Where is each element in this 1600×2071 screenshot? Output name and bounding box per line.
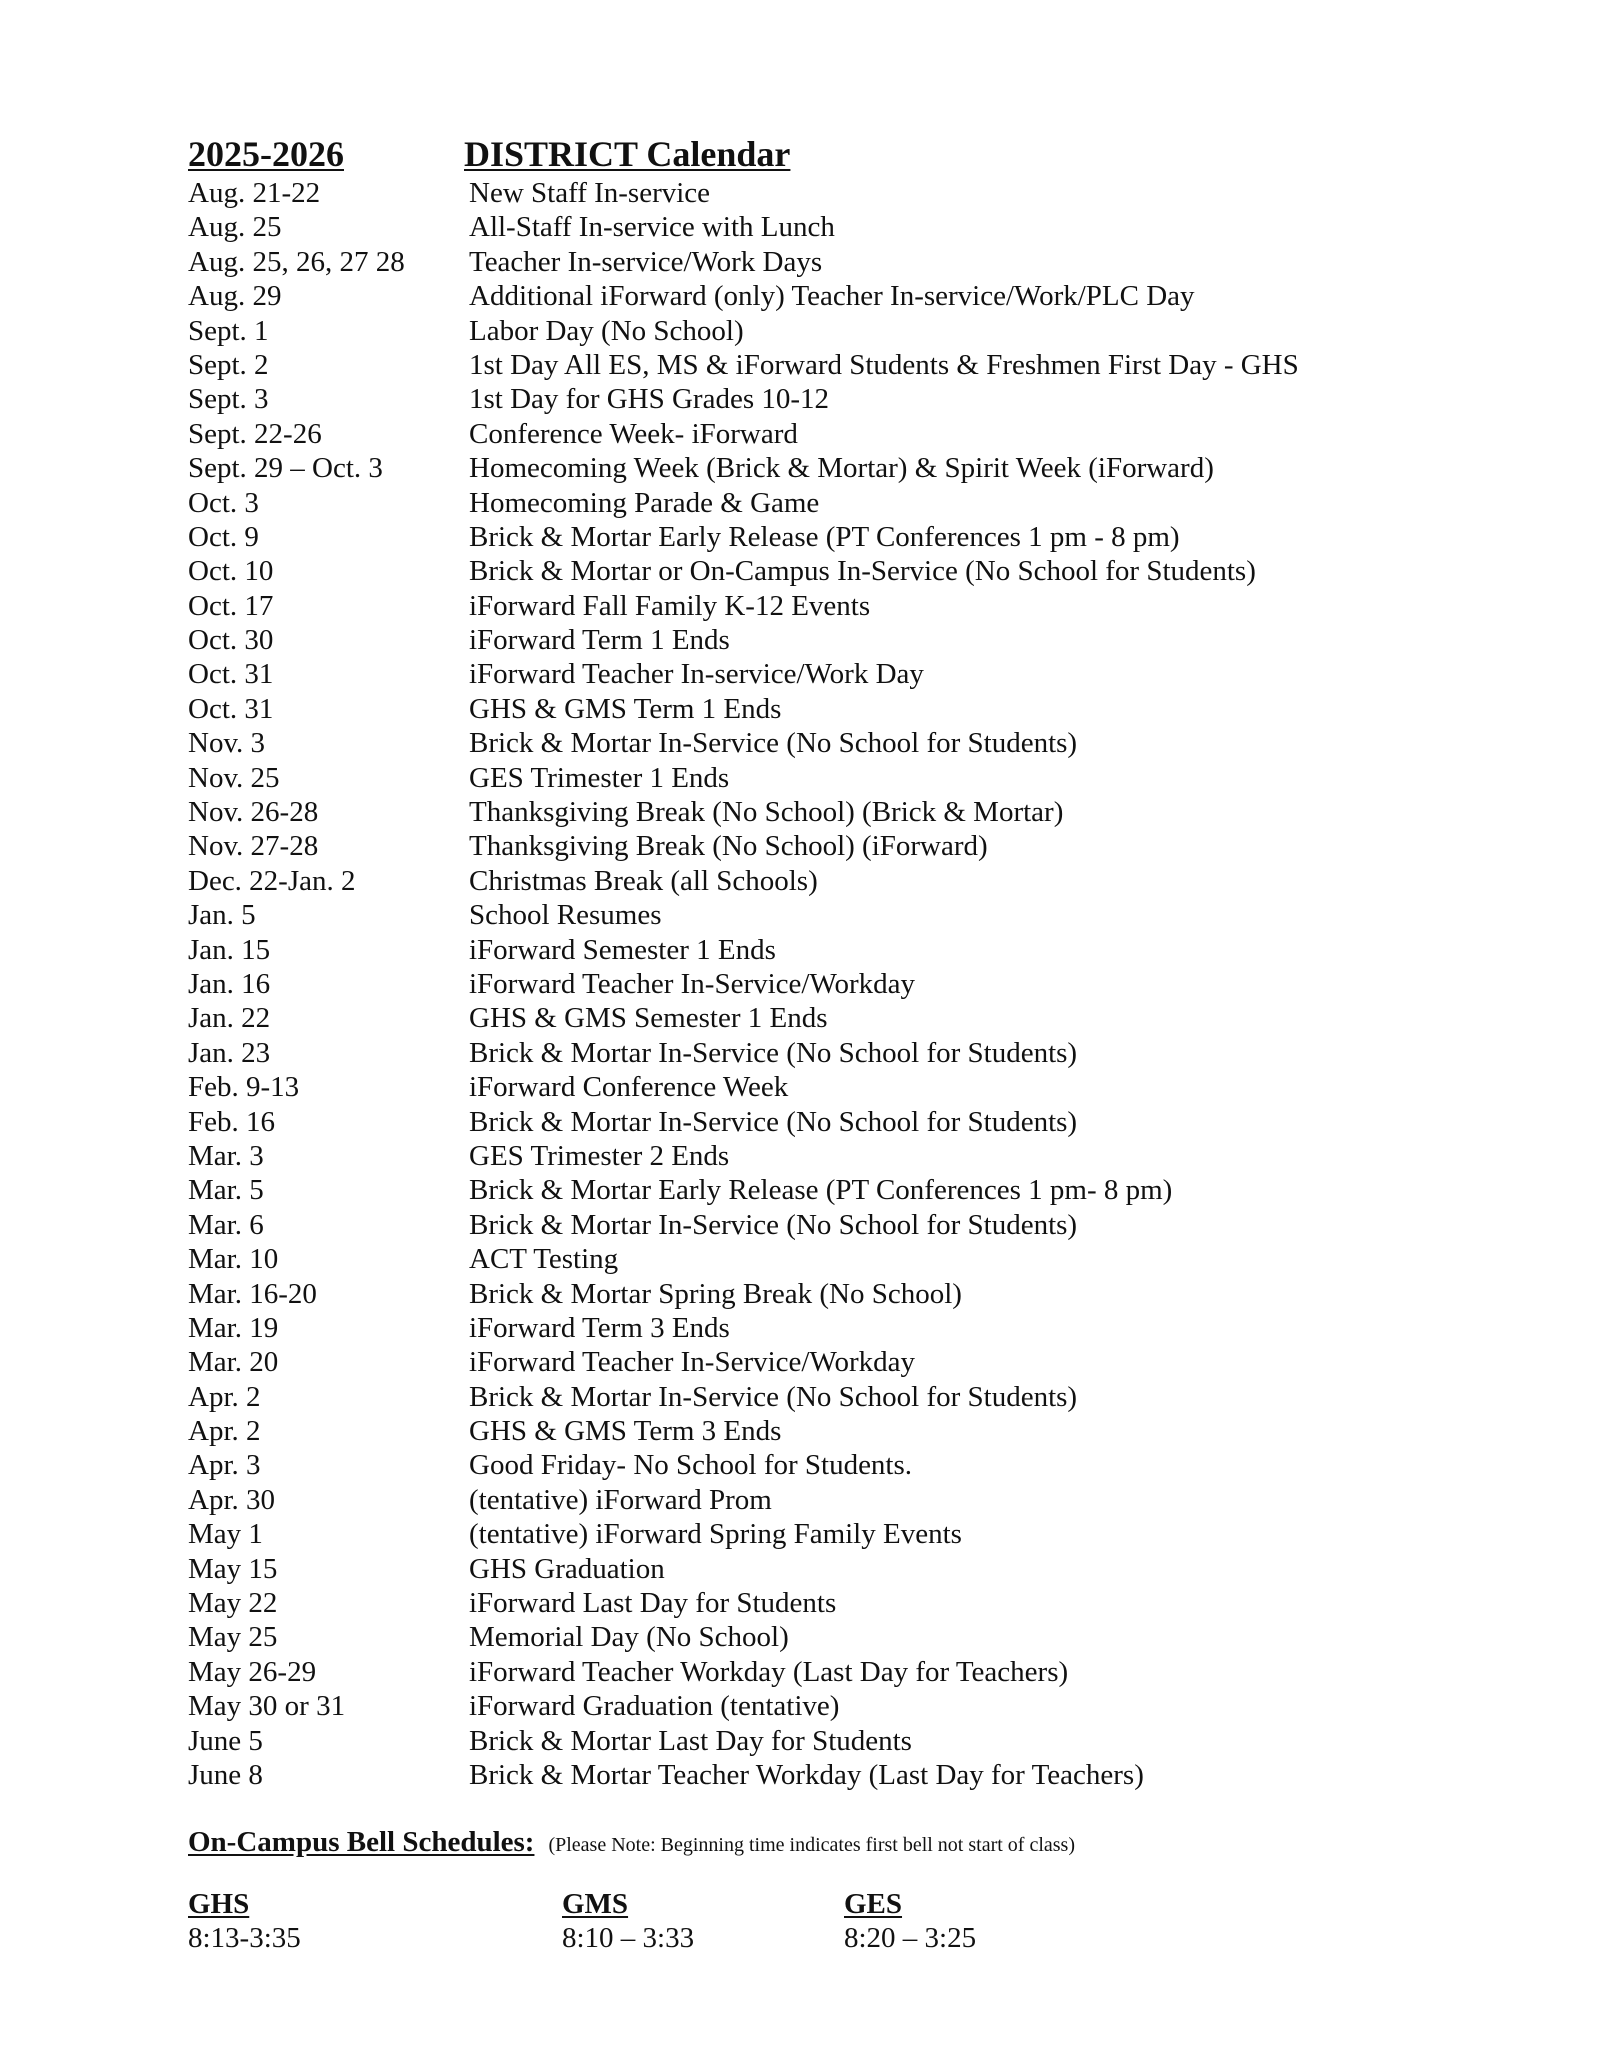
event-row [188, 1070, 1488, 1104]
event-row [188, 1517, 1488, 1551]
event-date: Nov. 3 [188, 727, 266, 760]
event-description: Good Friday- No School for Students. [469, 1449, 913, 1482]
event-description: Teacher In-service/Work Days [469, 245, 823, 278]
event-date: Jan. 22 [188, 1002, 271, 1035]
event-description: Conference Week- iForward [469, 417, 798, 450]
event-row [188, 1414, 1488, 1448]
event-date: Aug. 29 [188, 280, 282, 313]
event-description: GES Trimester 2 Ends [469, 1139, 730, 1172]
event-row [188, 1758, 1488, 1792]
bell-schedule-schools [188, 1887, 1488, 1955]
event-date: Jan. 15 [188, 933, 271, 966]
event-date: June 8 [188, 1758, 263, 1791]
event-row [188, 829, 1488, 863]
event-date: Sept. 29 – Oct. 3 [188, 452, 383, 485]
event-description: iForward Teacher In-Service/Workday [469, 967, 916, 1000]
event-row [188, 657, 1488, 691]
school-ghs [188, 1887, 562, 1955]
event-description: Additional iForward (only) Teacher In-service/Work/PLC Day [469, 280, 1195, 313]
event-description: Brick & Mortar In-Service (No School for Students) [469, 1036, 1078, 1069]
event-date: Apr. 2 [188, 1415, 261, 1448]
event-date: Nov. 25 [188, 761, 280, 794]
event-row [188, 1242, 1488, 1276]
event-description: GHS & GMS Term 3 Ends [469, 1415, 782, 1448]
event-date: Oct. 3 [188, 486, 259, 519]
event-date: Sept. 2 [188, 348, 269, 381]
school-bell-time: 8:20 – 3:25 [844, 1922, 977, 1955]
bell-schedule-note: (Please Note: Beginning time indicates first bell not start of class) [548, 1834, 1075, 1857]
school-year: 2025-2026 [188, 134, 344, 174]
event-row [188, 176, 1488, 210]
event-row [188, 933, 1488, 967]
event-date: Oct. 10 [188, 555, 274, 588]
event-date: Apr. 30 [188, 1483, 275, 1516]
event-description: iForward Teacher In-Service/Workday [469, 1346, 916, 1379]
event-description: Brick & Mortar Last Day for Students [469, 1724, 912, 1757]
event-description: Brick & Mortar Early Release (PT Conferences 1 pm- 8 pm) [469, 1174, 1173, 1207]
event-date: June 5 [188, 1724, 263, 1757]
school-bell-time: 8:13-3:35 [188, 1922, 301, 1955]
event-row [188, 1311, 1488, 1345]
event-date: Mar. 5 [188, 1174, 264, 1207]
event-date: Apr. 3 [188, 1449, 261, 1482]
event-date: May 1 [188, 1518, 263, 1551]
event-row [188, 623, 1488, 657]
calendar-header [188, 130, 1488, 174]
event-description: Brick & Mortar In-Service (No School for Students) [469, 1380, 1078, 1413]
event-date: Oct. 31 [188, 658, 274, 691]
event-row [188, 1483, 1488, 1517]
event-row [188, 1655, 1488, 1689]
event-date: Feb. 16 [188, 1105, 275, 1138]
event-date: May 15 [188, 1552, 278, 1585]
event-date: May 26-29 [188, 1655, 317, 1688]
event-description: Brick & Mortar or On-Campus In-Service (No School for Students) [469, 555, 1256, 588]
event-date: Jan. 5 [188, 899, 256, 932]
event-row [188, 692, 1488, 726]
event-row [188, 898, 1488, 932]
event-description: iForward Teacher Workday (Last Day for Teachers) [469, 1655, 1069, 1688]
event-description: School Resumes [469, 899, 662, 932]
event-description: Brick & Mortar In-Service (No School for Students) [469, 1208, 1078, 1241]
event-row [188, 1208, 1488, 1242]
event-row [188, 589, 1488, 623]
event-row [188, 1620, 1488, 1654]
event-row [188, 1139, 1488, 1173]
event-row [188, 348, 1488, 382]
event-row [188, 486, 1488, 520]
bell-schedule-title: On-Campus Bell Schedules: [188, 1826, 535, 1859]
event-description: GES Trimester 1 Ends [469, 761, 730, 794]
event-description: Labor Day (No School) [469, 314, 744, 347]
event-description: iForward Graduation (tentative) [469, 1690, 840, 1723]
event-date: Jan. 16 [188, 967, 271, 1000]
event-row [188, 726, 1488, 760]
event-row [188, 417, 1488, 451]
event-date: Nov. 27-28 [188, 830, 319, 863]
event-description: Christmas Break (all Schools) [469, 864, 818, 897]
school-gms [562, 1887, 844, 1955]
event-description: iForward Term 3 Ends [469, 1311, 730, 1344]
event-date: Nov. 26-28 [188, 796, 319, 829]
event-date: Dec. 22-Jan. 2 [188, 864, 356, 897]
event-date: Aug. 25, 26, 27 28 [188, 245, 405, 278]
event-date: Mar. 20 [188, 1346, 279, 1379]
school-bell-time: 8:10 – 3:33 [562, 1922, 695, 1955]
event-description: Brick & Mortar In-Service (No School for Students) [469, 727, 1078, 760]
bell-schedule-heading [188, 1826, 1488, 1859]
event-description: iForward Conference Week [469, 1071, 789, 1104]
calendar-title: DISTRICT Calendar [464, 134, 791, 174]
event-row [188, 1689, 1488, 1723]
event-date: Aug. 21-22 [188, 177, 321, 209]
event-description: Memorial Day (No School) [469, 1621, 789, 1654]
event-row [188, 1173, 1488, 1207]
event-description: New Staff In-service [469, 177, 711, 209]
event-description: Thanksgiving Break (No School) (Brick & Mortar) [469, 796, 1064, 829]
event-description: 1st Day for GHS Grades 10-12 [469, 383, 830, 416]
event-row [188, 1277, 1488, 1311]
event-row [188, 520, 1488, 554]
event-date: Aug. 25 [188, 211, 282, 244]
school-ges [844, 1887, 976, 1955]
event-date: May 30 or 31 [188, 1690, 346, 1723]
event-row [188, 451, 1488, 485]
event-date: Mar. 6 [188, 1208, 264, 1241]
event-row [188, 864, 1488, 898]
event-row [188, 382, 1488, 416]
events-list [188, 176, 1488, 1792]
event-date: Feb. 9-13 [188, 1071, 300, 1104]
event-description: GHS Graduation [469, 1552, 665, 1585]
event-description: (tentative) iForward Spring Family Events [469, 1518, 962, 1551]
event-description: All-Staff In-service with Lunch [469, 211, 835, 244]
event-date: Jan. 23 [188, 1036, 271, 1069]
event-row [188, 210, 1488, 244]
event-description: Homecoming Week (Brick & Mortar) & Spirit Week (iForward) [469, 452, 1214, 485]
event-row [188, 1036, 1488, 1070]
event-description: Brick & Mortar Teacher Workday (Last Day for Teachers) [469, 1758, 1144, 1791]
event-date: Oct. 31 [188, 692, 274, 725]
event-row [188, 1380, 1488, 1414]
event-row [188, 314, 1488, 348]
event-description: ACT Testing [469, 1243, 619, 1276]
event-description: 1st Day All ES, MS & iForward Students & Freshmen First Day - GHS [469, 348, 1299, 381]
event-description: GHS & GMS Term 1 Ends [469, 692, 782, 725]
event-date: Sept. 3 [188, 383, 269, 416]
event-date: Apr. 2 [188, 1380, 261, 1413]
school-name: GMS [562, 1888, 629, 1921]
event-description: iForward Fall Family K-12 Events [469, 589, 871, 622]
event-row [188, 1552, 1488, 1586]
event-row [188, 967, 1488, 1001]
event-description: Homecoming Parade & Game [469, 486, 820, 519]
calendar-document [188, 130, 1488, 1955]
event-row [188, 245, 1488, 279]
event-description: GHS & GMS Semester 1 Ends [469, 1002, 828, 1035]
event-row [188, 279, 1488, 313]
event-description: Brick & Mortar In-Service (No School for Students) [469, 1105, 1078, 1138]
event-row [188, 1001, 1488, 1035]
event-row [188, 554, 1488, 588]
event-description: iForward Last Day for Students [469, 1587, 837, 1620]
school-name: GES [844, 1888, 903, 1921]
event-date: Sept. 22-26 [188, 417, 322, 450]
school-name: GHS [188, 1888, 250, 1921]
event-row [188, 1345, 1488, 1379]
event-date: May 25 [188, 1621, 278, 1654]
event-description: Brick & Mortar Early Release (PT Conferences 1 pm - 8 pm) [469, 520, 1180, 553]
event-date: Oct. 30 [188, 624, 274, 657]
event-date: Mar. 3 [188, 1139, 264, 1172]
event-row [188, 1724, 1488, 1758]
event-row [188, 1105, 1488, 1139]
event-date: Oct. 17 [188, 589, 274, 622]
event-date: Sept. 1 [188, 314, 269, 347]
event-date: Mar. 10 [188, 1243, 279, 1276]
event-description: Thanksgiving Break (No School) (iForward) [469, 830, 988, 863]
event-description: iForward Semester 1 Ends [469, 933, 776, 966]
event-description: (tentative) iForward Prom [469, 1483, 772, 1516]
event-row [188, 1448, 1488, 1482]
event-row [188, 1586, 1488, 1620]
event-date: Oct. 9 [188, 520, 259, 553]
event-row [188, 761, 1488, 795]
event-date: May 22 [188, 1587, 278, 1620]
event-description: Brick & Mortar Spring Break (No School) [469, 1277, 962, 1310]
event-description: iForward Teacher In-service/Work Day [469, 658, 924, 691]
event-date: Mar. 16-20 [188, 1277, 317, 1310]
event-description: iForward Term 1 Ends [469, 624, 730, 657]
event-date: Mar. 19 [188, 1311, 279, 1344]
event-row [188, 795, 1488, 829]
